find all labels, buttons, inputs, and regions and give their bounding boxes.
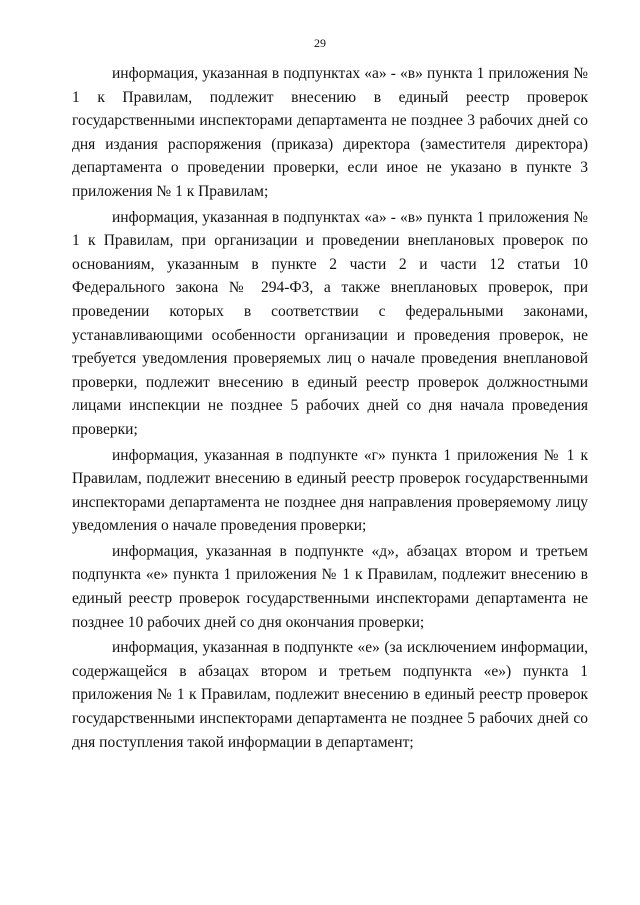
- document-body: [72, 62, 588, 754]
- paragraph-3: информация, указанная в подпункте «г» пункта 1 приложения № 1 к Правилам, подлежит внесению в единый реестр проверок государственными инспекторами департамента не позднее дня направления проверяемому лицу уведомления о начале проведения проверки;: [72, 446, 588, 535]
- paragraph-1: информация, указанная в подпунктах «а» - «в» пункта 1 приложения № 1 к Правилам, подлежит внесению в единый реестр проверок государственными инспекторами департамента не позднее 3 рабочих дней со дня издания распоряжения (приказа) директора (заместителя директора) департамента о проведении проверки, если иное не указано в пункте 3 приложения № 1 к Правилам;: [72, 65, 588, 200]
- paragraph-4: информация, указанная в подпункте «д», абзацах втором и третьем подпункта «е» пункта 1 приложения № 1 к Правилам, подлежит внесению в единый реестр проверок государственными инспекторами департамента не позднее 10 рабочих дней со дня окончания проверки;: [72, 542, 588, 631]
- page-number: 29: [314, 36, 326, 50]
- paragraph-2: информация, указанная в подпунктах «а» - «в» пункта 1 приложения № 1 к Правилам, при организации и проведении внеплановых проверок по основаниям, указанным в пункте 2 части 2 и части 12 статьи 10 Федерального закона № 294-ФЗ, а также внеплановых проверок, при проведении которых в соответствии с федеральными законами, устанавливающими особенности организации и проведения проверок, не требуется уведомления проверяемых лиц о начале проведения внеплановой проверки, подлежит внесению в единый реестр проверок должностными лицами инспекции не позднее 5 рабочих дней со дня начала проведения проверки;: [72, 208, 588, 438]
- paragraph-5: информация, указанная в подпункте «е» (за исключением информации, содержащейся в абзацах втором и третьем подпункта «е») пункта 1 приложения № 1 к Правилам, подлежит внесению в единый реестр проверок государственными инспекторами департамента не позднее 5 рабочих дней со дня поступления такой информации в департамент;: [72, 639, 588, 751]
